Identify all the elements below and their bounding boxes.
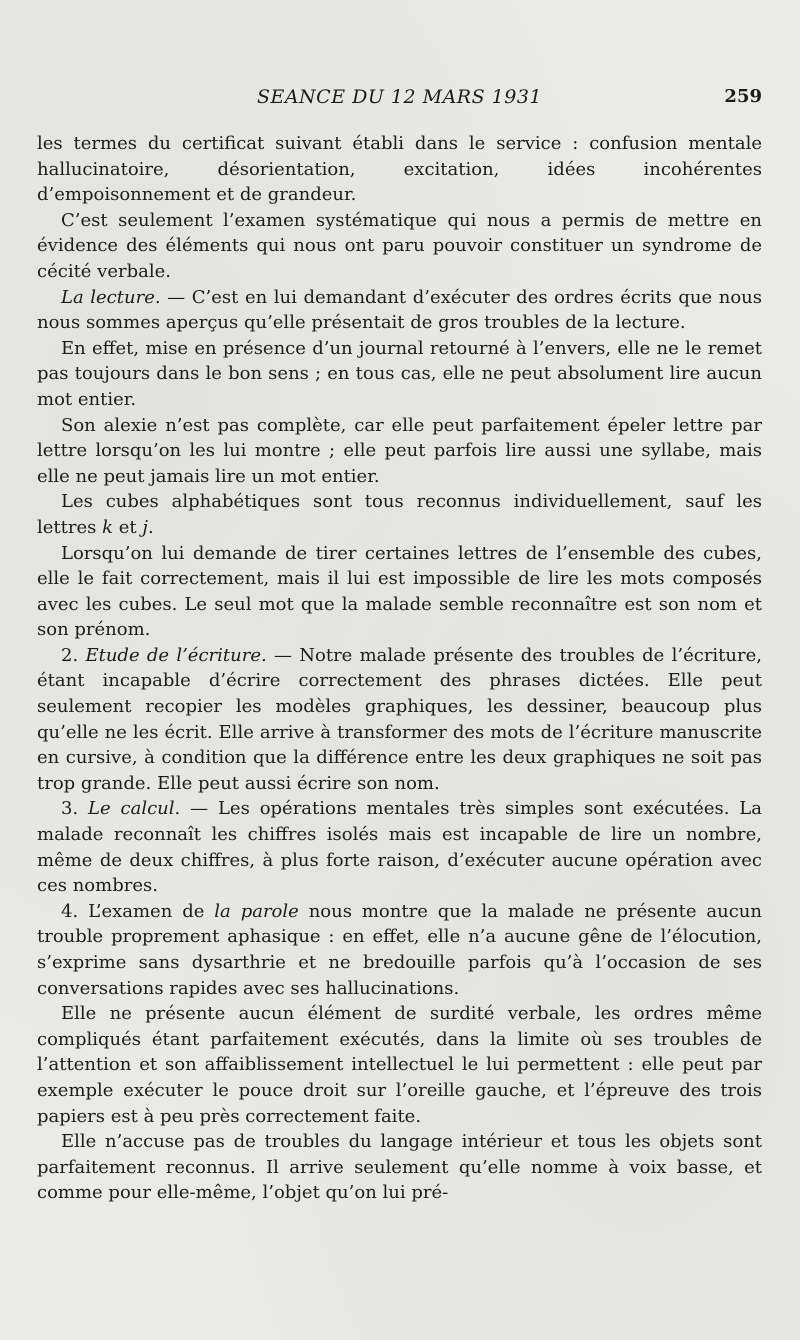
paragraph-alexia <box>37 413 762 490</box>
section-number: 3. <box>61 798 89 820</box>
term-la-parole: la parole <box>214 900 299 922</box>
section-heading-writing: Etude de l’écriture. <box>85 644 267 666</box>
page-number: 259 <box>724 86 762 107</box>
paragraph-calculation <box>37 796 762 898</box>
body-text <box>37 131 762 1206</box>
section-heading-reading: La lecture. <box>61 286 161 308</box>
paragraph-text: — Notre malade présente des troubles de l’écriture, étant incapable d’écrire correctement des phrases dictées. Elle peut seulement recopier les modèles graphiques, les dessiner, beaucoup plus qu’elle ne les écrit. Elle arrive à transformer des mots de l’écriture manuscrite en cursive, à condition que la différence entre les deux graphiques ne soit pas trop grande. Elle peut aussi écrire son nom. <box>37 644 762 794</box>
running-title: SEANCE DU 12 MARS 1931 <box>256 86 543 108</box>
paragraph-text: — Les opérations mentales très simples sont exécutées. La malade reconnaît les chiffres isolés mais est incapable de lire un nombre, même de deux chiffres, à plus forte raison, d’exécuter aucune opération avec ces nombres. <box>37 798 762 897</box>
paragraph-verbal-deafness <box>37 1001 762 1129</box>
paragraph-text: — C’est en lui demandant d’exécuter des ordres écrits que nous nous sommes aperçus qu’elle présentait de gros troubles de la lecture. <box>37 286 762 334</box>
paragraph-text: Elle ne présente aucun élément de surdité verbale, les ordres même compliqués étant parfaitement exécutés, dans la limite où ses troubles de l’attention et son affaiblissement intellectuel le lui permettent : elle peut par exemple exécuter le pouce droit sur l’oreille gauche, et l’épreuve des trois papiers est à peu près correctement faite. <box>37 1003 762 1127</box>
paragraph-systematic-exam <box>37 208 762 285</box>
paragraph-text: nous montre que la malade ne présente aucun trouble proprement aphasique : en effet, elle n’a aucune gêne de l’élocution, s’exprime sans dysarthrie et ne bredouille parfois qu’à l’occasion de ses conversations rapides avec ses hallucinations. <box>37 900 762 999</box>
paragraph-speech <box>37 899 762 1001</box>
paragraph-text: Lorsqu’on lui demande de tirer certaines lettres de l’ensemble des cubes, elle le fait correctement, mais il lui est impossible de lire les mots composés avec les cubes. Le seul mot que la malade semble reconnaître est son nom et son prénom. <box>37 542 762 641</box>
paragraph-cube-letters <box>37 541 762 643</box>
section-number: 4. <box>61 900 89 922</box>
paragraph-writing <box>37 643 762 797</box>
paragraph-reading <box>37 285 762 336</box>
paragraph-text: En effet, mise en présence d’un journal retourné à l’envers, elle ne le remet pas toujours dans le bon sens ; en tous cas, elle ne peut absolument lire aucun mot entier. <box>37 337 762 410</box>
paragraph-text: les termes du certificat suivant établi dans le service : confusion mentale hallucinatoire, désorientation, excitation, idées incohérentes d’empoisonnement et de grandeur. <box>37 133 762 206</box>
paragraph-text: . <box>147 516 154 538</box>
paragraph-text: L’examen de <box>88 900 215 922</box>
section-heading-calculation: Le calcul. <box>88 798 181 820</box>
paragraph-text: Son alexie n’est pas complète, car elle peut parfaitement épeler lettre par lettre lorsqu’on les lui montre ; elle peut parfois lire aussi une syllabe, mais elle ne peut jamais lire un mot entier. <box>37 414 762 487</box>
letter-k: k <box>102 516 114 538</box>
paragraph-alphabet-cubes <box>37 489 762 540</box>
paragraph-inner-language <box>37 1129 762 1206</box>
paragraph-newspaper <box>37 336 762 413</box>
paragraph-text: Les cubes alphabétiques sont tous reconnus individuellement, sauf les lettres <box>37 491 762 538</box>
paragraph-text: Elle n’accuse pas de troubles du langage intérieur et tous les objets sont parfaitement reconnus. Il arrive seulement qu’elle nomme à voix basse, et comme pour elle-même, l’objet qu’on lui pré- <box>37 1131 762 1204</box>
running-head <box>37 86 762 112</box>
paragraph-continued-certificate <box>37 131 762 208</box>
paragraph-text: et <box>113 516 143 538</box>
section-number: 2. <box>61 644 86 666</box>
letter-j: j <box>142 516 148 538</box>
paragraph-text: C’est seulement l’examen systématique qui nous a permis de mettre en évidence des éléments qui nous ont paru pouvoir constituer un syndrome de cécité verbale. <box>37 209 762 282</box>
